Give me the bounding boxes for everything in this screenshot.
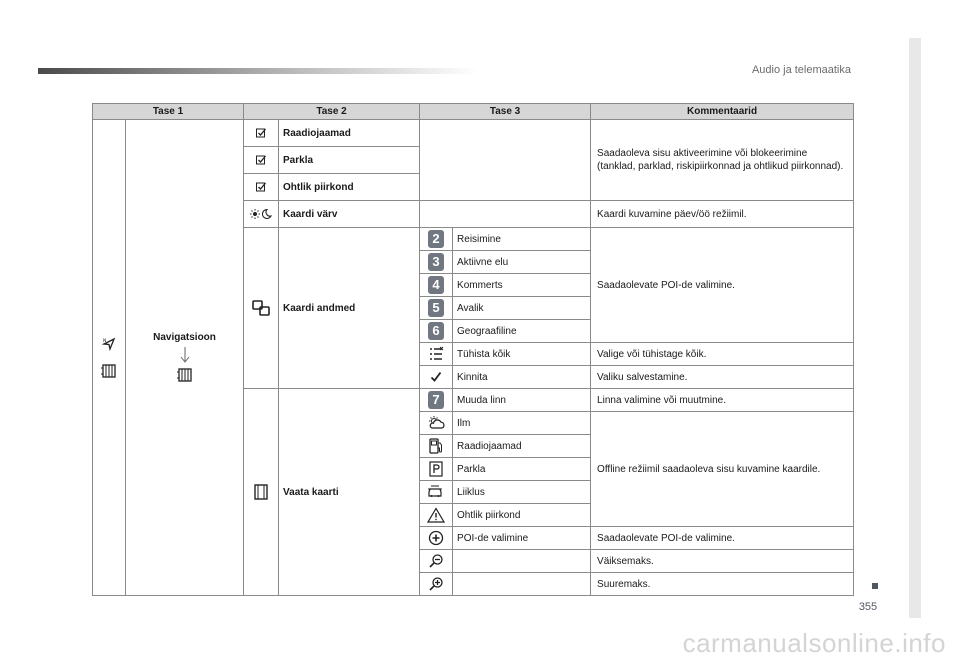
fuel-pump-icon[interactable] <box>420 435 453 458</box>
layer-label[interactable]: Liiklus <box>453 481 591 504</box>
layer-label[interactable]: Parkla <box>453 458 591 481</box>
poi-select-comment: Saadaolevate POI-de valimine. <box>591 527 854 550</box>
category-label[interactable]: Kommerts <box>453 274 591 297</box>
empty-cell <box>420 201 591 228</box>
view-map-label[interactable]: Vaata kaarti <box>279 389 420 596</box>
map-layers-icon[interactable] <box>244 228 279 389</box>
clear-list-icon[interactable] <box>420 343 453 366</box>
poi-toggle-item[interactable]: Parkla <box>279 147 420 174</box>
category-number-badge[interactable]: 4 <box>420 274 453 297</box>
category-label[interactable]: Geograafiline <box>453 320 591 343</box>
poi-toggle-item[interactable]: Raadiojaamad <box>279 120 420 147</box>
layers-comment: Offline režiimil saadaoleva sisu kuvamine kaardile. <box>591 412 854 527</box>
layer-label[interactable]: Ilm <box>453 412 591 435</box>
checkbox-icon[interactable] <box>244 147 279 174</box>
page-marker <box>872 583 878 589</box>
arrow-down-icon <box>180 345 190 365</box>
checkmark-icon[interactable] <box>420 366 453 389</box>
empty-cell <box>453 550 591 573</box>
menu-table <box>92 103 854 596</box>
page-number: 355 <box>858 601 878 613</box>
side-tab-strip <box>909 38 921 618</box>
checkbox-icon[interactable] <box>244 174 279 201</box>
category-number-badge[interactable]: 2 <box>420 228 453 251</box>
change-city-comment: Linna valimine või muutmine. <box>591 389 854 412</box>
header-level2: Tase 2 <box>244 104 420 120</box>
map-color-comment: Kaardi kuvamine päev/öö režiimil. <box>591 201 854 228</box>
navigation-arrow-icon[interactable] <box>102 337 116 351</box>
empty-cell <box>420 120 591 201</box>
map-book-icon[interactable] <box>244 389 279 596</box>
add-poi-icon[interactable] <box>420 527 453 550</box>
poi-toggle-comment: Saadaoleva sisu aktiveerimine või blokeerimine (tanklad, parklad, riskipiirkonnad ja ohtlikud piirkonnad). <box>591 120 854 201</box>
category-number-badge[interactable]: 3 <box>420 251 453 274</box>
city-number-badge[interactable]: 7 <box>420 389 453 412</box>
section-title: Audio ja telemaatika <box>751 64 851 76</box>
layer-label[interactable]: Raadiojaamad <box>453 435 591 458</box>
header-comments: Kommentaarid <box>591 104 854 120</box>
svg-text:N: N <box>103 338 107 344</box>
menu-grid-icon[interactable] <box>100 363 118 379</box>
category-number-badge[interactable]: 5 <box>420 297 453 320</box>
layer-label[interactable]: Ohtlik piirkond <box>453 504 591 527</box>
navigation-cell <box>126 120 244 596</box>
header-level1: Tase 1 <box>93 104 244 120</box>
parking-icon[interactable] <box>420 458 453 481</box>
clear-all-comment: Valige või tühistage kõik. <box>591 343 854 366</box>
empty-cell <box>453 573 591 596</box>
category-label[interactable]: Avalik <box>453 297 591 320</box>
poi-toggle-item[interactable]: Ohtlik piirkond <box>279 174 420 201</box>
confirm-label[interactable]: Kinnita <box>453 366 591 389</box>
checkbox-icon[interactable] <box>244 120 279 147</box>
traffic-icon[interactable] <box>420 481 453 504</box>
level1-icons-cell <box>93 120 126 596</box>
category-label[interactable]: Reisimine <box>453 228 591 251</box>
warning-triangle-icon[interactable] <box>420 504 453 527</box>
weather-icon[interactable] <box>420 412 453 435</box>
zoom-out-comment: Väiksemaks. <box>591 550 854 573</box>
nav-label: Navigatsioon <box>153 332 216 343</box>
confirm-comment: Valiku salvestamine. <box>591 366 854 389</box>
poi-select-label[interactable]: POI-de valimine <box>453 527 591 550</box>
day-night-icon[interactable] <box>244 201 279 228</box>
header-level3: Tase 3 <box>420 104 591 120</box>
category-label[interactable]: Aktiivne elu <box>453 251 591 274</box>
menu-grid-icon[interactable] <box>176 367 194 383</box>
zoom-out-icon[interactable] <box>420 550 453 573</box>
map-color-label[interactable]: Kaardi värv <box>279 201 420 228</box>
categories-comment: Saadaolevate POI-de valimine. <box>591 228 854 343</box>
watermark: carmanualsonline.info <box>682 628 946 658</box>
table-header-row <box>93 104 854 120</box>
table-row <box>93 120 854 147</box>
category-number-badge[interactable]: 6 <box>420 320 453 343</box>
header-gradient-bar <box>38 68 478 74</box>
zoom-in-icon[interactable] <box>420 573 453 596</box>
change-city-label[interactable]: Muuda linn <box>453 389 591 412</box>
map-data-label[interactable]: Kaardi andmed <box>279 228 420 389</box>
clear-all-label[interactable]: Tühista kõik <box>453 343 591 366</box>
zoom-in-comment: Suuremaks. <box>591 573 854 596</box>
